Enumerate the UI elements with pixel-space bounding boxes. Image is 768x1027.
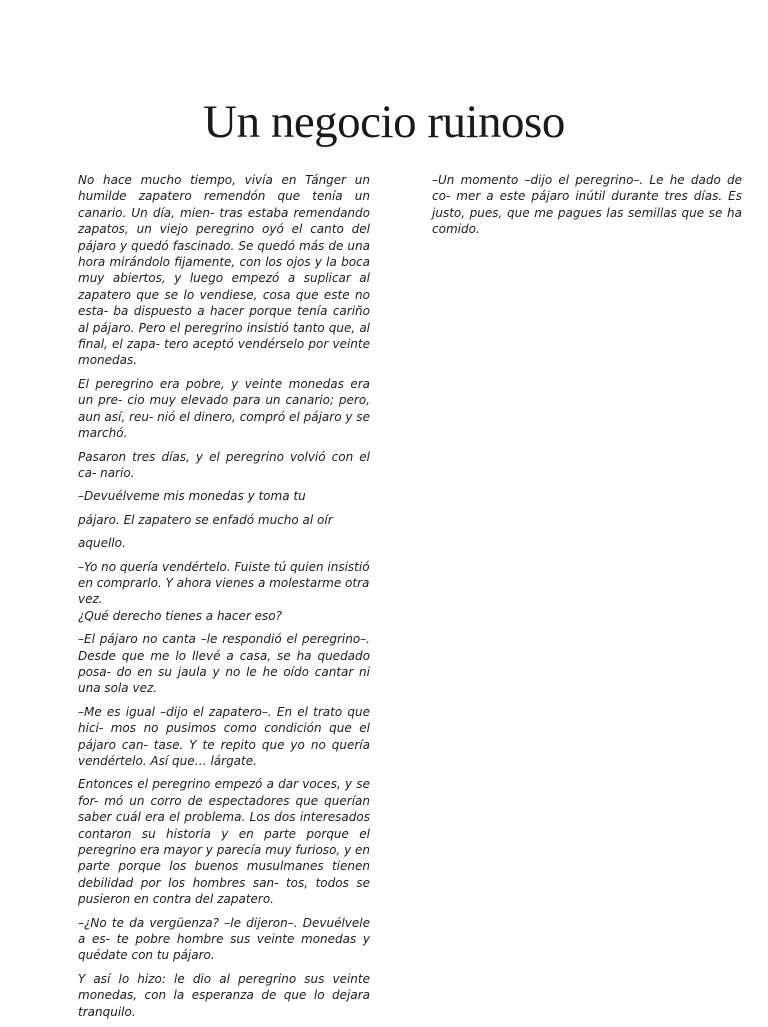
paragraph-bird-angry: pájaro. El zapatero se enfadó mucho al oír: [78, 512, 333, 527]
page-title: Un negocio ruinoso: [203, 96, 565, 148]
paragraph-what-right: ¿Qué derecho tienes a hacer eso?: [78, 608, 282, 623]
paragraph-that: aquello.: [78, 536, 126, 551]
left-column: [78, 172, 370, 1027]
paragraph-three-days: Pasaron tres días, y el peregrino volvió con el ca- nario.: [78, 449, 370, 480]
right-column: [432, 172, 742, 245]
paragraph-give-back: –Devuélveme mis monedas y toma tu: [78, 489, 306, 504]
paragraph-one-moment: –Un momento –dijo el peregrino–. Le he dado de co- mer a este pájaro inútil durante tres días. Es justo, pues, que me pagues las semillas que se ha comido.: [432, 173, 742, 237]
paragraph-intro: No hace mucho tiempo, vivía en Tánger un humilde zapatero remendón que tenía un canario. Un día, mien- tras estaba remendando zapatos, un viejo peregrino oyó el canto del pájaro y quedó fascinado. Se quedó más de una hora mirándolo fijamente, con los ojos y la boca muy abiertos, y luego empezó a suplicar al zapatero que se lo vendiese, cosa que este no esta- ba dispuesto a hacer porque tenía cariño al pájaro. Pero el peregrino insistió tanto que, al final, el zapa- tero aceptó vendérselo por veinte monedas.: [78, 173, 370, 368]
paragraph-shame: –¿No te da vergüenza? –le dijeron–. Devuélvele a es- te pobre hombre sus veinte monedas y quédate con tu pájaro.: [78, 915, 370, 963]
paragraph-he-did: Y así lo hizo: le dio al peregrino sus veinte monedas, con la esperanza de que lo dejara tranquilo.: [78, 971, 370, 1019]
paragraph-bird-doesnt-sing: –El pájaro no canta –le respondió el peregrino–. Desde que me lo llevé a casa, se ha quedado posa- do en su jaula y no le he oído cantar ni una sola vez.: [78, 632, 370, 696]
paragraph-dont-care: –Me es igual –dijo el zapatero–. En el trato que hici- mos no pusimos como condición que el pájaro can- tase. Y te repito que yo no quería vendértelo. Así que… lárgate.: [78, 704, 370, 768]
paragraph-crowd: Entonces el peregrino empezó a dar voces, y se for- mó un corro de espectadores que querían saber cuál era el problema. Los dos interesados contaron su historia y en parte porque el peregrino era mayor y parecía muy furioso, y en parte porque los buenos musulmanes tienen debilidad por los hombres san- tos, todos se pusieron en contra del zapatero.: [78, 777, 370, 907]
paragraph-poor-pilgrim: El peregrino era pobre, y veinte monedas era un pre- cio muy elevado para un canario; pero, aun así, reu- nió el dinero, compró el pájaro y se marchó.: [78, 376, 370, 441]
paragraph-didnt-want: –Yo no quería vendértelo. Fuiste tú quien insistió en comprarlo. Y ahora vienes a molestarme otra vez.: [78, 559, 370, 607]
